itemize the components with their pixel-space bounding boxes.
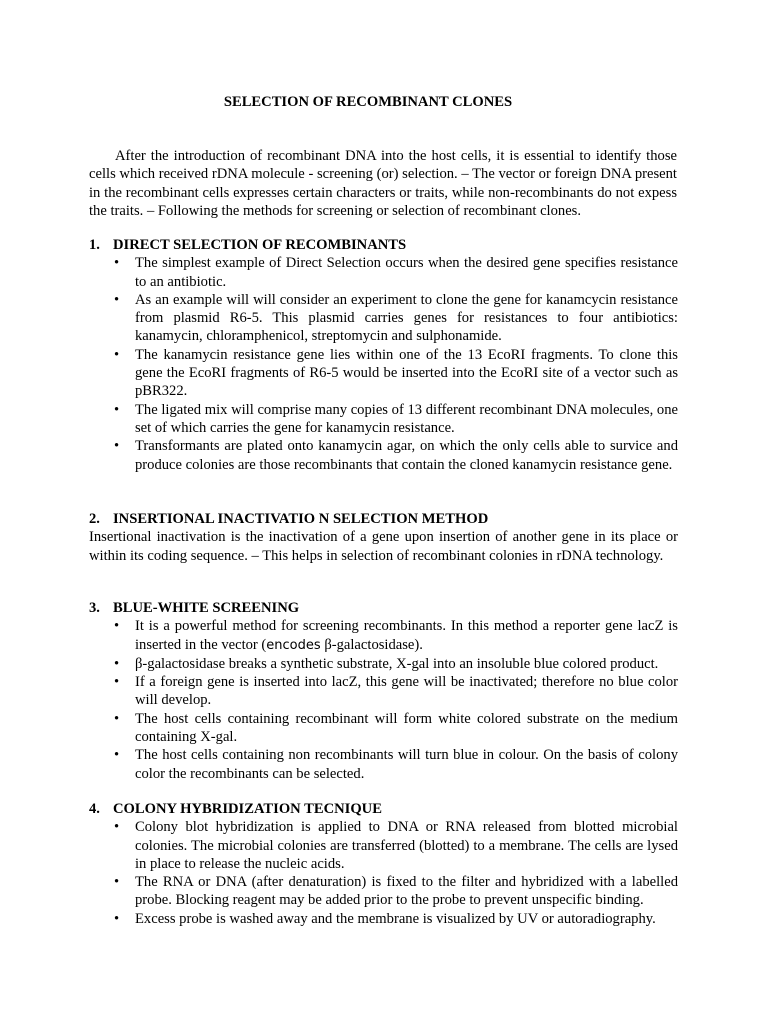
list-item: [89, 910, 678, 928]
bullet-icon: •: [114, 255, 120, 272]
bullet-icon: •: [114, 910, 120, 927]
list-item-text: The host cells containing recombinant will form white colored substrate on the medium containing X-gal.: [135, 710, 678, 746]
list-item-text: Transformants are plated onto kanamycin agar, on which the only cells able to survice and produce colonies are those recombinants that contain the cloned kanamycin resistance gene.: [135, 438, 678, 473]
list-item-text: The simplest example of Direct Selection occurs when the desired gene specifies resistance to an antibiotic.: [135, 255, 678, 290]
section-heading-text: DIRECT SELECTION OF RECOMBINANTS: [113, 237, 407, 253]
bullet-list: [89, 254, 678, 474]
list-item: [89, 710, 678, 747]
list-item-text: It is a powerful method for screening recombinants. In this method a reporter gene lacZ is inserted in the vector (: [135, 618, 678, 653]
bullet-icon: •: [114, 618, 120, 635]
section-heading-text: COLONY HYBRIDIZATION TECNIQUE: [113, 801, 382, 817]
list-item-mono-text: encodes: [266, 637, 321, 653]
list-item-text-end: β-galactosidase).: [320, 636, 423, 653]
list-item-text: If a foreign gene is inserted into lacZ, this gene will be inactivated; therefore no blue color will develop.: [135, 674, 678, 709]
section-heading-text: INSERTIONAL INACTIVATIO N SELECTION METHOD: [113, 511, 489, 527]
bullet-list: [89, 617, 678, 783]
list-item: [89, 818, 678, 873]
list-item-text: β-galactosidase breaks a synthetic substrate, X-gal into an insoluble blue colored product.: [135, 655, 659, 672]
list-item-text: Colony blot hybridization is applied to DNA or RNA released from blotted microbial colonies. The microbial colonies are transferred (blotted) to a membrane. The cells are lysed in place to release the nucleic acids.: [135, 819, 678, 872]
bullet-icon: •: [114, 874, 120, 891]
section-number: 2.: [89, 511, 100, 527]
list-item: [89, 673, 678, 710]
section-blue-white-screening: [89, 599, 678, 783]
section-colony-hybridization: [89, 800, 678, 928]
list-item: [89, 617, 678, 655]
bullet-icon: •: [114, 346, 120, 363]
section-heading: [89, 599, 678, 617]
list-item-text: The host cells containing non recombinants will turn blue in colour. On the basis of colony color the recombinants can be selected.: [135, 747, 678, 782]
list-item: [89, 254, 678, 291]
list-item: [89, 291, 678, 346]
list-item: [89, 873, 678, 910]
list-item-text: The kanamycin resistance gene lies within one of the 13 EcoRI fragments. To clone this gene the EcoRI fragments of R6-5 would be inserted into the EcoRI site of a vector such as pBR322.: [135, 346, 678, 400]
bullet-list: [89, 818, 678, 928]
section-number: 4.: [89, 801, 100, 817]
section-number: 3.: [89, 600, 100, 616]
bullet-icon: •: [114, 674, 120, 691]
section-heading: [89, 510, 678, 528]
bullet-icon: •: [114, 291, 120, 308]
section-heading-text: BLUE-WHITE SCREENING: [113, 600, 300, 616]
section-heading: [89, 800, 678, 818]
list-item: [89, 346, 678, 401]
list-item: [89, 437, 678, 474]
section-number: 1.: [89, 237, 100, 253]
list-item: [89, 746, 678, 783]
section-direct-selection: [89, 236, 678, 474]
section-paragraph: Insertional inactivation is the inactivation of a gene upon insertion of another gene in its place or within its coding sequence. – This helps in selection of recombinant colonies in rDNA technology.: [89, 529, 678, 564]
list-item-text: The RNA or DNA (after denaturation) is fixed to the filter and hybridized with a labelled probe. Blocking reagent may be added prior to the probe to prevent unspecific binding.: [135, 874, 678, 909]
list-item-text: Excess probe is washed away and the membrane is visualized by UV or autoradiography.: [135, 910, 656, 927]
bullet-icon: •: [114, 710, 120, 727]
list-item: [89, 655, 678, 673]
bullet-icon: •: [114, 655, 120, 672]
bullet-icon: •: [114, 401, 120, 418]
list-item-text: As an example will will consider an experiment to clone the gene for kanamcycin resistance from plasmid R6-5. This plasmid carries genes for resistances to four antibiotics: kanamycin, chloramphenicol, streptomycin and sulphonamide.: [135, 291, 678, 345]
bullet-icon: •: [114, 747, 120, 764]
intro-paragraph: After the introduction of recombinant DNA into the host cells, it is essential to identify those cells which received rDNA molecule - screening (or) selection. – The vector or foreign DNA present in the recombinant cells expresses certain characters or traits, while non-recombinants do not expess the traits. – Following the methods for screening or selection of recombinant clones.: [89, 148, 677, 219]
bullet-icon: •: [114, 438, 120, 455]
list-item-text: The ligated mix will comprise many copies of 13 different recombinant DNA molecules, one set of which carries the gene for kanamycin resistance.: [135, 401, 678, 436]
section-heading: [89, 236, 678, 254]
bullet-icon: •: [114, 819, 120, 836]
list-item: [89, 401, 678, 438]
document-title: SELECTION OF RECOMBINANT CLONES: [223, 94, 513, 110]
section-insertional-inactivation: [89, 510, 678, 565]
